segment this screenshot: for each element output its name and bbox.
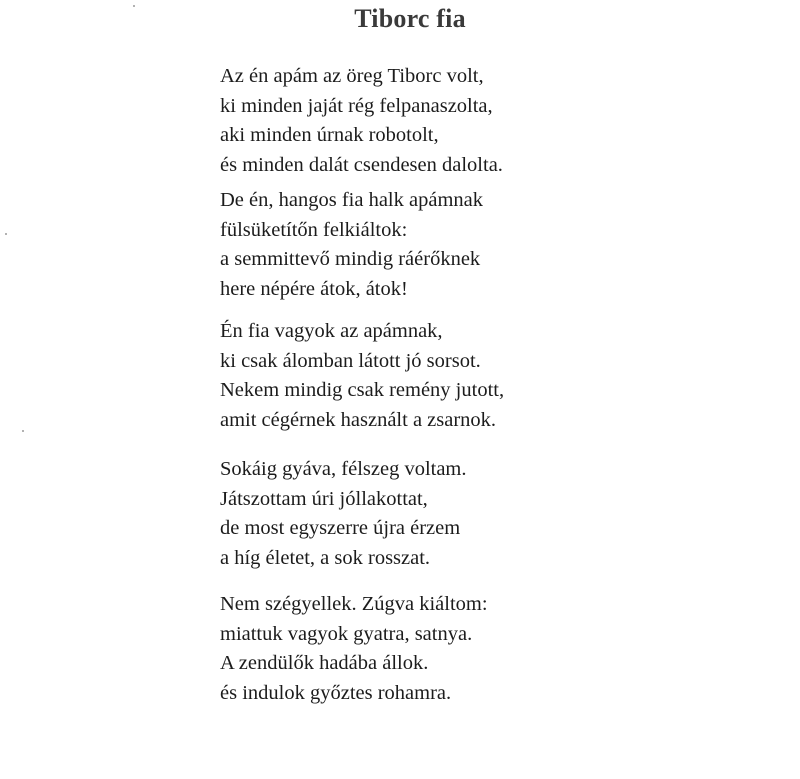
poem-title: Tiborc fia	[354, 4, 466, 33]
poem-line: De én, hangos fia halk apámnak	[220, 189, 483, 211]
stanza-5	[220, 590, 488, 708]
stanza-1	[220, 62, 503, 180]
poem-line: miattuk vagyok gyatra, satnya.	[220, 622, 473, 645]
poem-line: aki minden úrnak robotolt,	[220, 124, 439, 146]
poem-line: de most egyszerre újra érzem	[220, 517, 461, 539]
poem-line: a híg életet, a sok rosszat.	[220, 546, 431, 569]
poem-line: here népére átok, átok!	[220, 277, 408, 300]
poem-line: Játszottam úri jóllakottat,	[220, 487, 428, 510]
poem-line: Sokáig gyáva, félszeg voltam.	[220, 458, 467, 480]
scan-speck	[5, 233, 7, 235]
poem-line: ki csak álomban látott jó sorsot.	[220, 349, 481, 372]
poem-line: Én fia vagyok az apámnak,	[220, 320, 443, 342]
poem-line: ki minden jaját rég felpanaszolta,	[220, 94, 493, 117]
poem-line: A zendülők hadába állok.	[220, 652, 429, 674]
scan-speck	[22, 430, 24, 432]
poem-line: Az én apám az öreg Tiborc volt,	[220, 65, 484, 87]
stanza-3	[220, 317, 504, 435]
poem-line: fülsüketítőn felkiáltok:	[220, 218, 408, 241]
stanza-4	[220, 455, 467, 573]
stanza-2	[220, 186, 483, 304]
poem-line: és minden dalát csendesen dalolta.	[220, 153, 503, 176]
poem-line: Nem szégyellek. Zúgva kiáltom:	[220, 593, 488, 615]
poem-line: a semmittevő mindig ráérőknek	[220, 248, 481, 270]
poem-line: amit cégérnek használt a zsarnok.	[220, 408, 497, 431]
poem-line: és indulok győztes rohamra.	[220, 681, 452, 704]
poem-line: Nekem mindig csak remény jutott,	[220, 379, 505, 401]
